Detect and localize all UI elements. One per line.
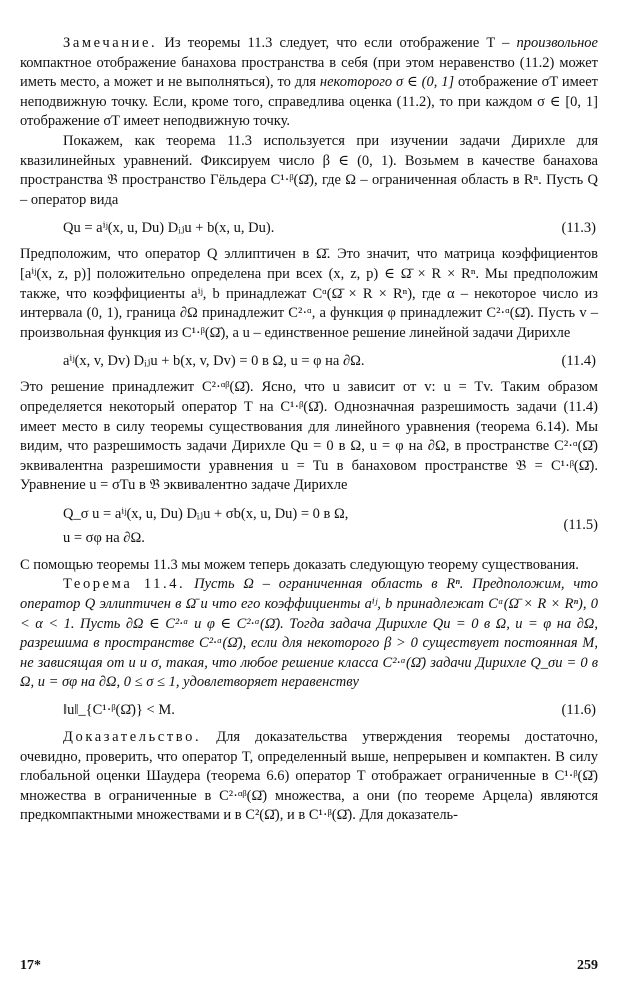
page-body xyxy=(20,34,598,826)
remark-text-2: компактное отображение банахова пространства в себя (при этом неравенство (11.2) может иметь место, а может и не выполняться), то для xyxy=(20,54,598,91)
signature-mark: 17* xyxy=(20,958,41,973)
remark-emph-1: произвольное xyxy=(516,35,598,51)
remark-emph-2: некоторого σ ∈ (0, 1] xyxy=(319,74,455,91)
equation-11-5-lines xyxy=(63,502,348,550)
theorem-text: Пусть Ω – ограниченная область в Rⁿ. Предположим, что оператор Q эллиптичен в Ω̄ и что его коэффициенты aⁱʲ, b принадлежат Cᵅ(Ω̄ × R × Rⁿ), 0 < α < 1. Пусть ∂Ω ∈ C²·ᵅ и φ ∈ C²·ᵅ(Ω̄). Тогда задача Дирихле Qu = 0 в Ω, u = φ на ∂Ω, разрешима в пространстве C²·ᵅ(Ω̄), если для некоторого β > 0 существует постоянная M, не зависящая от u и σ, такая, что любое решение класса C²·ᵅ(Ω̄) задачи Дирихле Q_σu = 0 в Ω, u = σφ на ∂Ω, 0 ≤ σ ≤ 1, удовлетворяет неравенству xyxy=(20,576,599,691)
remark-text-3: отображение σT имеет неподвижную точку. Если, кроме того, справедлива оценка (11.2), то при каждом σ ∈ [0, 1] отображение σT имеет неподвижную точку. xyxy=(20,74,598,130)
theorem-heading: Теорема 11.4. xyxy=(63,576,186,593)
remark-heading: Замечание. xyxy=(63,35,158,51)
equation-11-5-line-1: Q_σ u = aⁱʲ(x, u, Du) Dᵢⱼu + σb(x, u, Du) = 0 в Ω, xyxy=(63,505,349,522)
equation-11-3-number: (11.3) xyxy=(561,219,596,236)
proof-heading: Доказательство. xyxy=(63,729,202,746)
equation-11-4-formula: aⁱʲ(x, v, Dv) Dᵢⱼu + b(x, v, Dv) = 0 в Ω, u = φ на ∂Ω. xyxy=(63,352,365,369)
equation-11-5 xyxy=(20,502,598,550)
equation-11-6 xyxy=(20,700,598,722)
remark-text-1: Из теоремы 11.3 следует, что если отображение T – xyxy=(157,35,517,51)
equation-11-3 xyxy=(20,217,598,239)
proof-text: Для доказательства утверждения теоремы достаточно, очевидно, проверить, что оператор T, определенный выше, непрерывен и компактен. В силу глобальной оценки Шаудера (теорема 6.6) оператор T отображает ограниченные в C¹·ᵝ(Ω̄) множества в ограниченные в C²·ᵅᵝ(Ω̄) множества, а они (по теореме Арцела) являются предкомпактными множествами и в C²(Ω̄), и в C¹·ᵝ(Ω̄). Для доказатель- xyxy=(20,729,598,824)
equation-11-4-number: (11.4) xyxy=(561,352,596,369)
page-footer xyxy=(20,958,598,974)
page-number: 259 xyxy=(577,958,598,973)
equation-11-6-formula: ‖u‖_{C¹·ᵝ(Ω̄)} < M. xyxy=(63,702,175,719)
equation-11-5-line-2: u = σφ на ∂Ω. xyxy=(63,529,145,546)
remark-paragraph xyxy=(20,34,598,132)
paragraph-show: Покажем, как теорема 11.3 используется при изучении задачи Дирихле для квазилинейных уравнений. Фиксируем число β ∈ (0, 1). Возьмем в качестве банахова пространства 𝔅 пространство Гёльдера C¹·ᵝ(Ω̄), где Ω – ограниченная область в Rⁿ. Пусть Q – оператор вида xyxy=(20,132,598,208)
paragraph-help: С помощью теоремы 11.3 мы можем теперь доказать следующую теорему существования. xyxy=(20,556,579,573)
paragraph-assume: Предположим, что оператор Q эллиптичен в Ω̄. Это значит, что матрица коэффициентов [aⁱʲ(x, z, p)] положительно определена при всех (x, z, p) ∈ Ω̄ × R × Rⁿ. Мы предположим также, что коэффициенты aⁱʲ, b принадлежат Cᵅ(Ω̄ × R × Rⁿ), где α – некоторое число из интервала (0, 1), граница ∂Ω принадлежит C²·ᵅ, а функция φ принадлежит C²·ᵅ(Ω̄). Пусть v – произвольная функция из C¹·ᵝ(Ω̄), а u – единственное решение линейной задачи Дирихле xyxy=(20,246,598,341)
theorem-11-4 xyxy=(20,575,598,693)
proof-paragraph xyxy=(20,728,598,826)
equation-11-4 xyxy=(20,350,598,372)
paragraph-solution: Это решение принадлежит C²·ᵅᵝ(Ω̄). Ясно, что u зависит от v: u = Tv. Таким образом определяется некоторый оператор T на C¹·ᵝ(Ω̄). Однозначная разрешимость задачи (11.4) имеет место в силу теоремы существования для линейного уравнения (теорема 6.14). Мы видим, что разрешимость задачи Дирихле Qu = 0 в Ω, u = φ на ∂Ω, в пространстве C²·ᵅ(Ω̄) эквивалентна разрешимости уравнения u = Tu в банаховом пространстве 𝔅 = C¹·ᵝ(Ω̄). Уравнение u = σTu в 𝔅 эквивалентно задаче Дирихле xyxy=(20,379,598,494)
equation-11-3-formula: Qu = aⁱʲ(x, u, Du) Dᵢⱼu + b(x, u, Du). xyxy=(63,219,275,236)
equation-11-6-number: (11.6) xyxy=(561,702,596,719)
equation-11-5-number: (11.5) xyxy=(563,517,598,534)
